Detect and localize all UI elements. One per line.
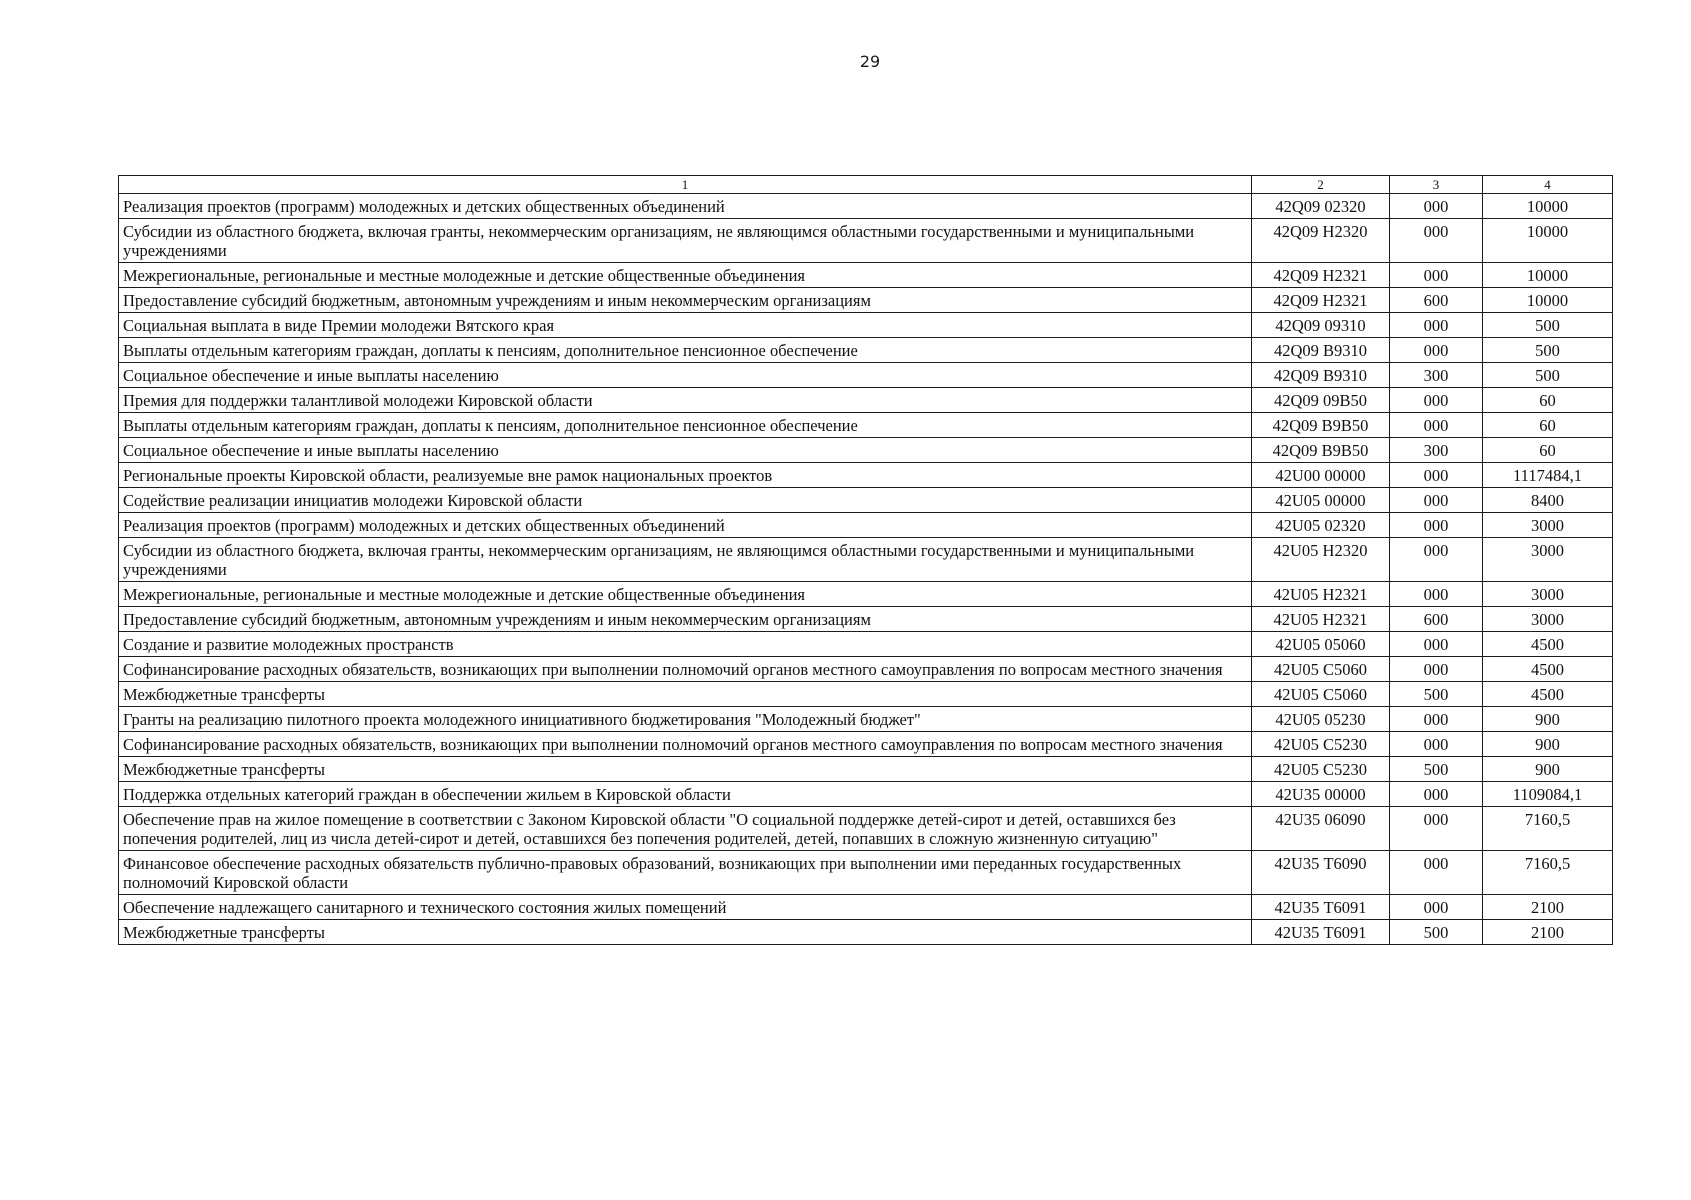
row-sum-cell: 500 <box>1483 313 1613 338</box>
row-expense-type-cell: 300 <box>1390 363 1483 388</box>
row-name-cell: Поддержка отдельных категорий граждан в обеспечении жильем в Кировской области <box>119 782 1252 807</box>
row-sum-cell: 3000 <box>1483 582 1613 607</box>
row-sum-cell: 2100 <box>1483 920 1613 945</box>
row-code-cell: 42U35 Т6091 <box>1252 895 1390 920</box>
row-name-cell: Софинансирование расходных обязательств, возникающих при выполнении полномочий органов местного самоуправления по вопросам местного значения <box>119 732 1252 757</box>
table-row <box>119 388 1613 413</box>
row-sum-cell: 900 <box>1483 757 1613 782</box>
table-row <box>119 288 1613 313</box>
row-sum-cell: 3000 <box>1483 513 1613 538</box>
row-expense-type-cell: 500 <box>1390 757 1483 782</box>
row-sum-cell: 10000 <box>1483 288 1613 313</box>
row-sum-cell: 10000 <box>1483 194 1613 219</box>
row-expense-type-cell: 000 <box>1390 851 1483 895</box>
row-expense-type-cell: 300 <box>1390 438 1483 463</box>
row-name-cell: Выплаты отдельным категориям граждан, доплаты к пенсиям, дополнительное пенсионное обеспечение <box>119 413 1252 438</box>
row-name-cell: Предоставление субсидий бюджетным, автономным учреждениям и иным некоммерческим организациям <box>119 607 1252 632</box>
table-row <box>119 263 1613 288</box>
row-code-cell: 42Q09 В9В50 <box>1252 413 1390 438</box>
row-sum-cell: 900 <box>1483 732 1613 757</box>
row-name-cell: Межрегиональные, региональные и местные молодежные и детские общественные объединения <box>119 263 1252 288</box>
table-header-row <box>119 176 1613 194</box>
row-expense-type-cell: 000 <box>1390 463 1483 488</box>
table-row <box>119 757 1613 782</box>
row-expense-type-cell: 500 <box>1390 920 1483 945</box>
row-name-cell: Содействие реализации инициатив молодежи Кировской области <box>119 488 1252 513</box>
row-sum-cell: 8400 <box>1483 488 1613 513</box>
row-code-cell: 42Q09 09310 <box>1252 313 1390 338</box>
row-name-cell: Обеспечение надлежащего санитарного и технического состояния жилых помещений <box>119 895 1252 920</box>
row-expense-type-cell: 000 <box>1390 782 1483 807</box>
row-sum-cell: 2100 <box>1483 895 1613 920</box>
row-name-cell: Финансовое обеспечение расходных обязательств публично-правовых образований, возникающих при выполнении ими переданных государственных полномочий Кировской области <box>119 851 1252 895</box>
row-name-cell: Социальное обеспечение и иные выплаты населению <box>119 438 1252 463</box>
table-row <box>119 682 1613 707</box>
table-row <box>119 513 1613 538</box>
row-expense-type-cell: 000 <box>1390 632 1483 657</box>
row-expense-type-cell: 000 <box>1390 338 1483 363</box>
row-code-cell: 42U05 С5060 <box>1252 657 1390 682</box>
row-sum-cell: 4500 <box>1483 682 1613 707</box>
row-code-cell: 42Q09 Н2320 <box>1252 219 1390 263</box>
table-row <box>119 219 1613 263</box>
row-name-cell: Социальная выплата в виде Премии молодежи Вятского края <box>119 313 1252 338</box>
row-code-cell: 42Q09 09В50 <box>1252 388 1390 413</box>
row-code-cell: 42U05 Н2320 <box>1252 538 1390 582</box>
column-header-code: 2 <box>1252 176 1390 194</box>
table-row <box>119 895 1613 920</box>
table-row <box>119 632 1613 657</box>
row-expense-type-cell: 000 <box>1390 732 1483 757</box>
row-expense-type-cell: 000 <box>1390 807 1483 851</box>
row-code-cell: 42U05 С5230 <box>1252 732 1390 757</box>
table-row <box>119 807 1613 851</box>
row-expense-type-cell: 000 <box>1390 194 1483 219</box>
row-name-cell: Межрегиональные, региональные и местные молодежные и детские общественные объединения <box>119 582 1252 607</box>
row-code-cell: 42Q09 Н2321 <box>1252 263 1390 288</box>
row-code-cell: 42U05 05060 <box>1252 632 1390 657</box>
table-row <box>119 438 1613 463</box>
budget-table-container <box>118 175 1613 945</box>
row-expense-type-cell: 000 <box>1390 488 1483 513</box>
row-name-cell: Выплаты отдельным категориям граждан, доплаты к пенсиям, дополнительное пенсионное обеспечение <box>119 338 1252 363</box>
table-row <box>119 920 1613 945</box>
row-expense-type-cell: 600 <box>1390 607 1483 632</box>
row-code-cell: 42U05 Н2321 <box>1252 607 1390 632</box>
row-sum-cell: 3000 <box>1483 538 1613 582</box>
row-name-cell: Гранты на реализацию пилотного проекта молодежного инициативного бюджетирования "Молодежный бюджет" <box>119 707 1252 732</box>
row-expense-type-cell: 000 <box>1390 388 1483 413</box>
row-expense-type-cell: 000 <box>1390 538 1483 582</box>
row-expense-type-cell: 600 <box>1390 288 1483 313</box>
column-header-expense-type: 3 <box>1390 176 1483 194</box>
row-code-cell: 42U00 00000 <box>1252 463 1390 488</box>
row-name-cell: Реализация проектов (программ) молодежных и детских общественных объединений <box>119 513 1252 538</box>
row-expense-type-cell: 000 <box>1390 263 1483 288</box>
row-code-cell: 42Q09 02320 <box>1252 194 1390 219</box>
table-row <box>119 782 1613 807</box>
row-expense-type-cell: 000 <box>1390 582 1483 607</box>
row-code-cell: 42Q09 Н2321 <box>1252 288 1390 313</box>
row-name-cell: Обеспечение прав на жилое помещение в соответствии с Законом Кировской области "О социальной поддержке детей-сирот и детей, оставшихся без попечения родителей, лиц из числа детей-сирот и детей, оставшихся без попечения родителей, детей, попавших в сложную жизненную ситуацию" <box>119 807 1252 851</box>
row-expense-type-cell: 500 <box>1390 682 1483 707</box>
row-sum-cell: 900 <box>1483 707 1613 732</box>
row-expense-type-cell: 000 <box>1390 513 1483 538</box>
row-sum-cell: 60 <box>1483 438 1613 463</box>
row-sum-cell: 4500 <box>1483 632 1613 657</box>
row-sum-cell: 500 <box>1483 363 1613 388</box>
table-row <box>119 538 1613 582</box>
row-code-cell: 42U05 05230 <box>1252 707 1390 732</box>
row-code-cell: 42U35 06090 <box>1252 807 1390 851</box>
row-code-cell: 42U05 С5230 <box>1252 757 1390 782</box>
row-name-cell: Предоставление субсидий бюджетным, автономным учреждениям и иным некоммерческим организациям <box>119 288 1252 313</box>
table-row <box>119 607 1613 632</box>
row-code-cell: 42U35 Т6091 <box>1252 920 1390 945</box>
table-row <box>119 657 1613 682</box>
row-sum-cell: 60 <box>1483 388 1613 413</box>
row-code-cell: 42U05 Н2321 <box>1252 582 1390 607</box>
row-code-cell: 42U35 00000 <box>1252 782 1390 807</box>
table-row <box>119 363 1613 388</box>
table-body <box>119 194 1613 945</box>
budget-table <box>118 175 1613 945</box>
table-row <box>119 338 1613 363</box>
row-sum-cell: 10000 <box>1483 219 1613 263</box>
table-row <box>119 582 1613 607</box>
row-name-cell: Премия для поддержки талантливой молодежи Кировской области <box>119 388 1252 413</box>
row-sum-cell: 60 <box>1483 413 1613 438</box>
row-name-cell: Региональные проекты Кировской области, реализуемые вне рамок национальных проектов <box>119 463 1252 488</box>
row-sum-cell: 4500 <box>1483 657 1613 682</box>
table-row <box>119 707 1613 732</box>
row-code-cell: 42U35 Т6090 <box>1252 851 1390 895</box>
row-sum-cell: 7160,5 <box>1483 851 1613 895</box>
row-expense-type-cell: 000 <box>1390 313 1483 338</box>
table-row <box>119 732 1613 757</box>
row-name-cell: Субсидии из областного бюджета, включая гранты, некоммерческим организациям, не являющимся областными государственными и муниципальными учреждениями <box>119 538 1252 582</box>
row-sum-cell: 1109084,1 <box>1483 782 1613 807</box>
row-sum-cell: 10000 <box>1483 263 1613 288</box>
row-expense-type-cell: 000 <box>1390 219 1483 263</box>
row-name-cell: Межбюджетные трансферты <box>119 757 1252 782</box>
row-code-cell: 42Q09 В9310 <box>1252 363 1390 388</box>
row-name-cell: Софинансирование расходных обязательств, возникающих при выполнении полномочий органов местного самоуправления по вопросам местного значения <box>119 657 1252 682</box>
row-expense-type-cell: 000 <box>1390 657 1483 682</box>
row-code-cell: 42Q09 В9В50 <box>1252 438 1390 463</box>
row-sum-cell: 3000 <box>1483 607 1613 632</box>
column-header-sum: 4 <box>1483 176 1613 194</box>
row-expense-type-cell: 000 <box>1390 895 1483 920</box>
table-row <box>119 488 1613 513</box>
row-expense-type-cell: 000 <box>1390 413 1483 438</box>
table-row <box>119 463 1613 488</box>
table-row <box>119 851 1613 895</box>
table-row <box>119 313 1613 338</box>
row-name-cell: Межбюджетные трансферты <box>119 920 1252 945</box>
row-name-cell: Реализация проектов (программ) молодежных и детских общественных объединений <box>119 194 1252 219</box>
row-code-cell: 42U05 00000 <box>1252 488 1390 513</box>
table-row <box>119 413 1613 438</box>
page-number: 29 <box>859 52 881 71</box>
row-name-cell: Субсидии из областного бюджета, включая гранты, некоммерческим организациям, не являющимся областными государственными и муниципальными учреждениями <box>119 219 1252 263</box>
row-code-cell: 42Q09 В9310 <box>1252 338 1390 363</box>
row-sum-cell: 500 <box>1483 338 1613 363</box>
row-sum-cell: 7160,5 <box>1483 807 1613 851</box>
row-name-cell: Создание и развитие молодежных пространств <box>119 632 1252 657</box>
row-name-cell: Социальное обеспечение и иные выплаты населению <box>119 363 1252 388</box>
row-code-cell: 42U05 С5060 <box>1252 682 1390 707</box>
row-expense-type-cell: 000 <box>1390 707 1483 732</box>
table-row <box>119 194 1613 219</box>
column-header-name: 1 <box>119 176 1252 194</box>
row-sum-cell: 1117484,1 <box>1483 463 1613 488</box>
row-code-cell: 42U05 02320 <box>1252 513 1390 538</box>
row-name-cell: Межбюджетные трансферты <box>119 682 1252 707</box>
